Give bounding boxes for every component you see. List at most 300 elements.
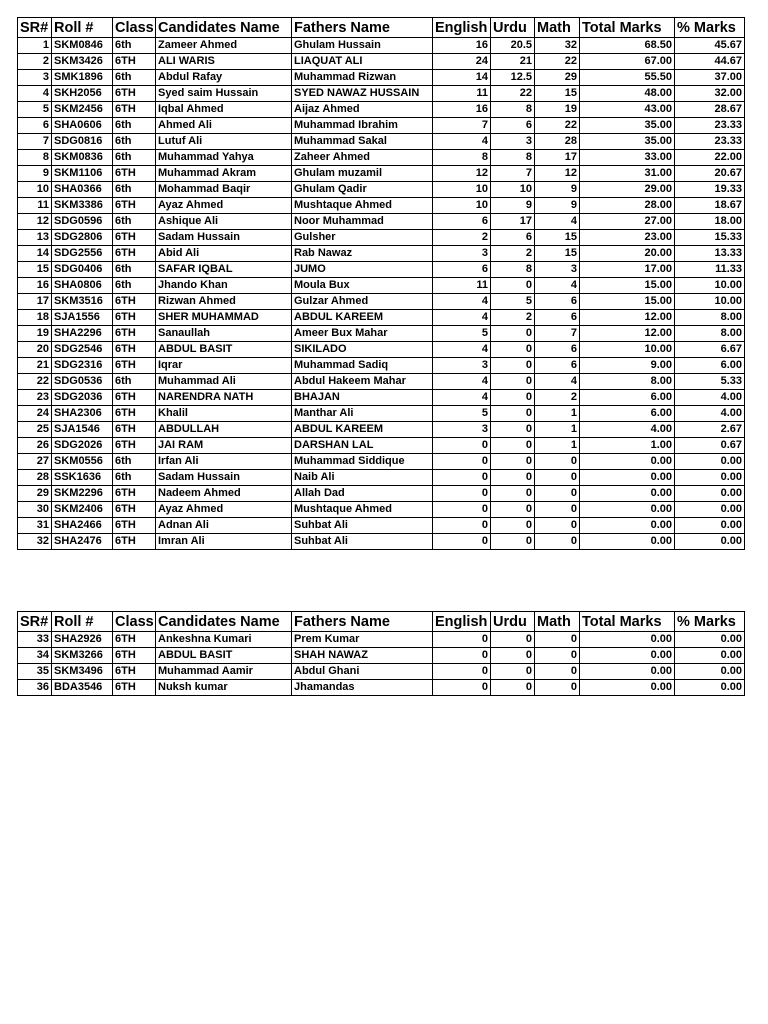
cell-math: 1 [535,406,580,422]
cell-english: 16 [433,102,491,118]
cell-percent-marks: 5.33 [675,374,745,390]
cell-math: 6 [535,342,580,358]
cell-roll: SDG2806 [52,230,113,246]
table-row [18,294,745,310]
cell-urdu: 0 [491,664,535,680]
cell-class: 6TH [113,198,156,214]
cell-total-marks: 68.50 [580,38,675,54]
table-row [18,102,745,118]
cell-roll: SKM2406 [52,502,113,518]
cell-urdu: 0 [491,518,535,534]
cell-father-name: Prem Kumar [292,632,433,648]
cell-father-name: Rab Nawaz [292,246,433,262]
cell-father-name: Muhammad Rizwan [292,70,433,86]
header-roll: Roll # [52,18,113,38]
cell-percent-marks: 0.00 [675,632,745,648]
cell-math: 28 [535,134,580,150]
cell-math: 15 [535,230,580,246]
cell-urdu: 0 [491,278,535,294]
cell-father-name: LIAQUAT ALI [292,54,433,70]
cell-total-marks: 0.00 [580,648,675,664]
cell-father-name: Aijaz Ahmed [292,102,433,118]
cell-father-name: Manthar Ali [292,406,433,422]
cell-class: 6th [113,470,156,486]
table-row [18,518,745,534]
cell-total-marks: 4.00 [580,422,675,438]
cell-father-name: Ghulam Hussain [292,38,433,54]
cell-math: 4 [535,374,580,390]
cell-candidate-name: SHER MUHAMMAD [156,310,292,326]
cell-class: 6TH [113,54,156,70]
cell-percent-marks: 45.67 [675,38,745,54]
cell-father-name: Ghulam muzamil [292,166,433,182]
table-row [18,422,745,438]
cell-percent-marks: 23.33 [675,118,745,134]
cell-sr: 19 [18,326,52,342]
cell-urdu: 0 [491,374,535,390]
cell-english: 5 [433,326,491,342]
table-body-extra [18,632,745,696]
cell-urdu: 0 [491,390,535,406]
cell-urdu: 0 [491,438,535,454]
cell-roll: SSK1636 [52,470,113,486]
cell-urdu: 0 [491,534,535,550]
cell-total-marks: 12.00 [580,310,675,326]
cell-english: 5 [433,406,491,422]
header-father-name: Fathers Name [292,18,433,38]
cell-math: 22 [535,54,580,70]
cell-percent-marks: 28.67 [675,102,745,118]
cell-total-marks: 1.00 [580,438,675,454]
cell-urdu: 6 [491,230,535,246]
cell-candidate-name: Adnan Ali [156,518,292,534]
cell-math: 2 [535,390,580,406]
table-row [18,70,745,86]
cell-english: 10 [433,182,491,198]
cell-father-name: Abdul Ghani [292,664,433,680]
cell-class: 6TH [113,422,156,438]
cell-percent-marks: 0.00 [675,470,745,486]
cell-urdu: 17 [491,214,535,230]
header-class: Class [113,18,156,38]
cell-class: 6TH [113,230,156,246]
cell-english: 0 [433,664,491,680]
cell-roll: SKM3266 [52,648,113,664]
cell-sr: 33 [18,632,52,648]
header-percent-marks: % Marks [675,18,745,38]
cell-math: 1 [535,438,580,454]
cell-sr: 35 [18,664,52,680]
cell-candidate-name: Muhammad Ali [156,374,292,390]
cell-candidate-name: ABDULLAH [156,422,292,438]
cell-urdu: 2 [491,310,535,326]
cell-percent-marks: 8.00 [675,310,745,326]
cell-father-name: Naib Ali [292,470,433,486]
cell-class: 6th [113,70,156,86]
cell-roll: SJA1546 [52,422,113,438]
cell-roll: SHA0366 [52,182,113,198]
cell-class: 6TH [113,406,156,422]
cell-english: 24 [433,54,491,70]
cell-candidate-name: Nadeem Ahmed [156,486,292,502]
cell-candidate-name: Nuksh kumar [156,680,292,696]
cell-sr: 27 [18,454,52,470]
header-math: Math [535,612,580,632]
cell-urdu: 9 [491,198,535,214]
cell-candidate-name: Muhammad Akram [156,166,292,182]
cell-percent-marks: 18.67 [675,198,745,214]
cell-roll: SDG0596 [52,214,113,230]
cell-father-name: Ameer Bux Mahar [292,326,433,342]
cell-class: 6TH [113,502,156,518]
table-row [18,230,745,246]
table-row [18,326,745,342]
cell-percent-marks: 18.00 [675,214,745,230]
cell-math: 0 [535,648,580,664]
cell-sr: 29 [18,486,52,502]
cell-math: 6 [535,310,580,326]
cell-candidate-name: ALI WARIS [156,54,292,70]
cell-english: 0 [433,486,491,502]
cell-class: 6TH [113,310,156,326]
cell-math: 6 [535,294,580,310]
cell-class: 6th [113,374,156,390]
cell-candidate-name: NARENDRA NATH [156,390,292,406]
cell-urdu: 8 [491,102,535,118]
cell-roll: SKM3516 [52,294,113,310]
cell-urdu: 0 [491,632,535,648]
header-percent-marks: % Marks [675,612,745,632]
cell-total-marks: 8.00 [580,374,675,390]
cell-total-marks: 6.00 [580,390,675,406]
cell-roll: SKM3496 [52,664,113,680]
cell-math: 0 [535,454,580,470]
cell-candidate-name: ABDUL BASIT [156,648,292,664]
cell-sr: 20 [18,342,52,358]
table-row [18,118,745,134]
cell-total-marks: 29.00 [580,182,675,198]
cell-candidate-name: Sanaullah [156,326,292,342]
cell-roll: SHA0806 [52,278,113,294]
header-math: Math [535,18,580,38]
cell-total-marks: 43.00 [580,102,675,118]
cell-percent-marks: 20.67 [675,166,745,182]
cell-sr: 3 [18,70,52,86]
header-class: Class [113,612,156,632]
cell-percent-marks: 2.67 [675,422,745,438]
cell-english: 8 [433,150,491,166]
cell-english: 12 [433,166,491,182]
cell-roll: SKM2456 [52,102,113,118]
cell-urdu: 0 [491,422,535,438]
cell-english: 0 [433,648,491,664]
cell-candidate-name: SAFAR IQBAL [156,262,292,278]
cell-percent-marks: 6.67 [675,342,745,358]
header-total-marks: Total Marks [580,18,675,38]
cell-candidate-name: Abid Ali [156,246,292,262]
cell-total-marks: 0.00 [580,518,675,534]
cell-candidate-name: Jhando Khan [156,278,292,294]
cell-english: 11 [433,86,491,102]
cell-roll: SKM0836 [52,150,113,166]
cell-sr: 14 [18,246,52,262]
table-row [18,454,745,470]
cell-sr: 4 [18,86,52,102]
table-row [18,680,745,696]
cell-roll: SJA1556 [52,310,113,326]
cell-math: 0 [535,534,580,550]
cell-english: 2 [433,230,491,246]
cell-math: 0 [535,486,580,502]
cell-math: 0 [535,632,580,648]
cell-percent-marks: 4.00 [675,406,745,422]
cell-percent-marks: 0.00 [675,454,745,470]
cell-total-marks: 0.00 [580,664,675,680]
table-row [18,438,745,454]
cell-sr: 30 [18,502,52,518]
cell-urdu: 0 [491,470,535,486]
cell-father-name: SIKILADO [292,342,433,358]
cell-total-marks: 67.00 [580,54,675,70]
cell-english: 0 [433,534,491,550]
cell-math: 9 [535,198,580,214]
cell-roll: SMK1896 [52,70,113,86]
cell-total-marks: 28.00 [580,198,675,214]
cell-father-name: JUMO [292,262,433,278]
cell-total-marks: 55.50 [580,70,675,86]
cell-class: 6TH [113,664,156,680]
table-row [18,470,745,486]
cell-sr: 8 [18,150,52,166]
cell-total-marks: 6.00 [580,406,675,422]
cell-total-marks: 15.00 [580,278,675,294]
cell-english: 14 [433,70,491,86]
cell-urdu: 5 [491,294,535,310]
cell-father-name: Muhammad Sakal [292,134,433,150]
cell-percent-marks: 0.00 [675,486,745,502]
cell-sr: 25 [18,422,52,438]
cell-candidate-name: Sadam Hussain [156,230,292,246]
cell-class: 6TH [113,390,156,406]
table-row [18,390,745,406]
cell-class: 6TH [113,102,156,118]
cell-father-name: Muhammad Ibrahim [292,118,433,134]
cell-total-marks: 48.00 [580,86,675,102]
table-row [18,278,745,294]
cell-english: 10 [433,198,491,214]
cell-english: 4 [433,310,491,326]
cell-sr: 9 [18,166,52,182]
cell-percent-marks: 44.67 [675,54,745,70]
cell-candidate-name: Sadam Hussain [156,470,292,486]
cell-class: 6th [113,118,156,134]
cell-percent-marks: 10.00 [675,294,745,310]
table-row [18,38,745,54]
table-row [18,502,745,518]
cell-english: 16 [433,38,491,54]
cell-percent-marks: 23.33 [675,134,745,150]
cell-urdu: 20.5 [491,38,535,54]
cell-class: 6th [113,150,156,166]
cell-roll: SDG2036 [52,390,113,406]
cell-class: 6TH [113,86,156,102]
cell-sr: 17 [18,294,52,310]
cell-math: 4 [535,278,580,294]
cell-math: 32 [535,38,580,54]
cell-math: 0 [535,680,580,696]
cell-english: 6 [433,214,491,230]
cell-math: 0 [535,470,580,486]
cell-sr: 16 [18,278,52,294]
cell-roll: SKM1106 [52,166,113,182]
table-header-row [18,612,745,632]
cell-roll: SDG0816 [52,134,113,150]
cell-class: 6TH [113,632,156,648]
header-english: English [433,18,491,38]
cell-total-marks: 0.00 [580,502,675,518]
table-row [18,632,745,648]
results-table-main [17,17,745,550]
cell-father-name: SHAH NAWAZ [292,648,433,664]
cell-total-marks: 33.00 [580,150,675,166]
header-total-marks: Total Marks [580,612,675,632]
cell-urdu: 0 [491,342,535,358]
cell-class: 6TH [113,648,156,664]
cell-roll: SDG2316 [52,358,113,374]
cell-class: 6th [113,454,156,470]
cell-father-name: Gulsher [292,230,433,246]
cell-urdu: 0 [491,454,535,470]
cell-candidate-name: Khalil [156,406,292,422]
header-candidate-name: Candidates Name [156,18,292,38]
cell-roll: SKM2296 [52,486,113,502]
cell-candidate-name: Iqrar [156,358,292,374]
header-candidate-name: Candidates Name [156,612,292,632]
cell-father-name: BHAJAN [292,390,433,406]
table-row [18,262,745,278]
cell-father-name: ABDUL KAREEM [292,310,433,326]
cell-math: 1 [535,422,580,438]
cell-urdu: 0 [491,406,535,422]
cell-english: 4 [433,390,491,406]
cell-sr: 5 [18,102,52,118]
cell-total-marks: 0.00 [580,454,675,470]
cell-percent-marks: 13.33 [675,246,745,262]
cell-roll: SKM0846 [52,38,113,54]
cell-total-marks: 0.00 [580,632,675,648]
cell-sr: 2 [18,54,52,70]
cell-roll: SKM0556 [52,454,113,470]
cell-percent-marks: 15.33 [675,230,745,246]
cell-father-name: Allah Dad [292,486,433,502]
cell-roll: SHA0606 [52,118,113,134]
header-sr: SR# [18,18,52,38]
cell-candidate-name: Muhammad Aamir [156,664,292,680]
cell-total-marks: 0.00 [580,486,675,502]
cell-candidate-name: Abdul Rafay [156,70,292,86]
cell-urdu: 22 [491,86,535,102]
cell-father-name: Zaheer Ahmed [292,150,433,166]
cell-father-name: SYED NAWAZ HUSSAIN [292,86,433,102]
cell-sr: 6 [18,118,52,134]
cell-urdu: 21 [491,54,535,70]
table-row [18,86,745,102]
table-row [18,534,745,550]
cell-sr: 32 [18,534,52,550]
cell-class: 6TH [113,294,156,310]
table-row [18,486,745,502]
cell-roll: SHA2296 [52,326,113,342]
cell-candidate-name: Zameer Ahmed [156,38,292,54]
cell-candidate-name: JAI RAM [156,438,292,454]
cell-father-name: Abdul Hakeem Mahar [292,374,433,390]
cell-sr: 10 [18,182,52,198]
cell-english: 0 [433,502,491,518]
cell-english: 4 [433,134,491,150]
cell-total-marks: 0.00 [580,680,675,696]
cell-english: 0 [433,454,491,470]
cell-father-name: Suhbat Ali [292,518,433,534]
cell-class: 6TH [113,680,156,696]
cell-roll: SDG2556 [52,246,113,262]
table-row [18,374,745,390]
cell-candidate-name: Ayaz Ahmed [156,502,292,518]
cell-percent-marks: 19.33 [675,182,745,198]
cell-english: 4 [433,342,491,358]
table-row [18,54,745,70]
cell-percent-marks: 8.00 [675,326,745,342]
cell-percent-marks: 0.00 [675,502,745,518]
header-urdu: Urdu [491,612,535,632]
cell-class: 6th [113,182,156,198]
cell-total-marks: 17.00 [580,262,675,278]
cell-sr: 31 [18,518,52,534]
cell-roll: SHA2476 [52,534,113,550]
cell-sr: 34 [18,648,52,664]
cell-total-marks: 0.00 [580,470,675,486]
cell-class: 6TH [113,246,156,262]
cell-english: 0 [433,470,491,486]
cell-math: 19 [535,102,580,118]
cell-father-name: Ghulam Qadir [292,182,433,198]
cell-urdu: 2 [491,246,535,262]
cell-sr: 7 [18,134,52,150]
cell-total-marks: 15.00 [580,294,675,310]
cell-percent-marks: 0.67 [675,438,745,454]
cell-percent-marks: 0.00 [675,664,745,680]
cell-candidate-name: Lutuf Ali [156,134,292,150]
cell-urdu: 0 [491,680,535,696]
header-urdu: Urdu [491,18,535,38]
cell-total-marks: 35.00 [580,134,675,150]
cell-math: 17 [535,150,580,166]
cell-percent-marks: 11.33 [675,262,745,278]
cell-urdu: 3 [491,134,535,150]
cell-roll: SKM3426 [52,54,113,70]
cell-math: 29 [535,70,580,86]
cell-candidate-name: Rizwan Ahmed [156,294,292,310]
cell-father-name: Mushtaque Ahmed [292,198,433,214]
cell-class: 6TH [113,326,156,342]
table-row [18,310,745,326]
cell-class: 6TH [113,518,156,534]
cell-roll: SHA2306 [52,406,113,422]
cell-class: 6th [113,278,156,294]
table-header-row [18,18,745,38]
cell-urdu: 0 [491,648,535,664]
cell-percent-marks: 0.00 [675,648,745,664]
cell-urdu: 6 [491,118,535,134]
